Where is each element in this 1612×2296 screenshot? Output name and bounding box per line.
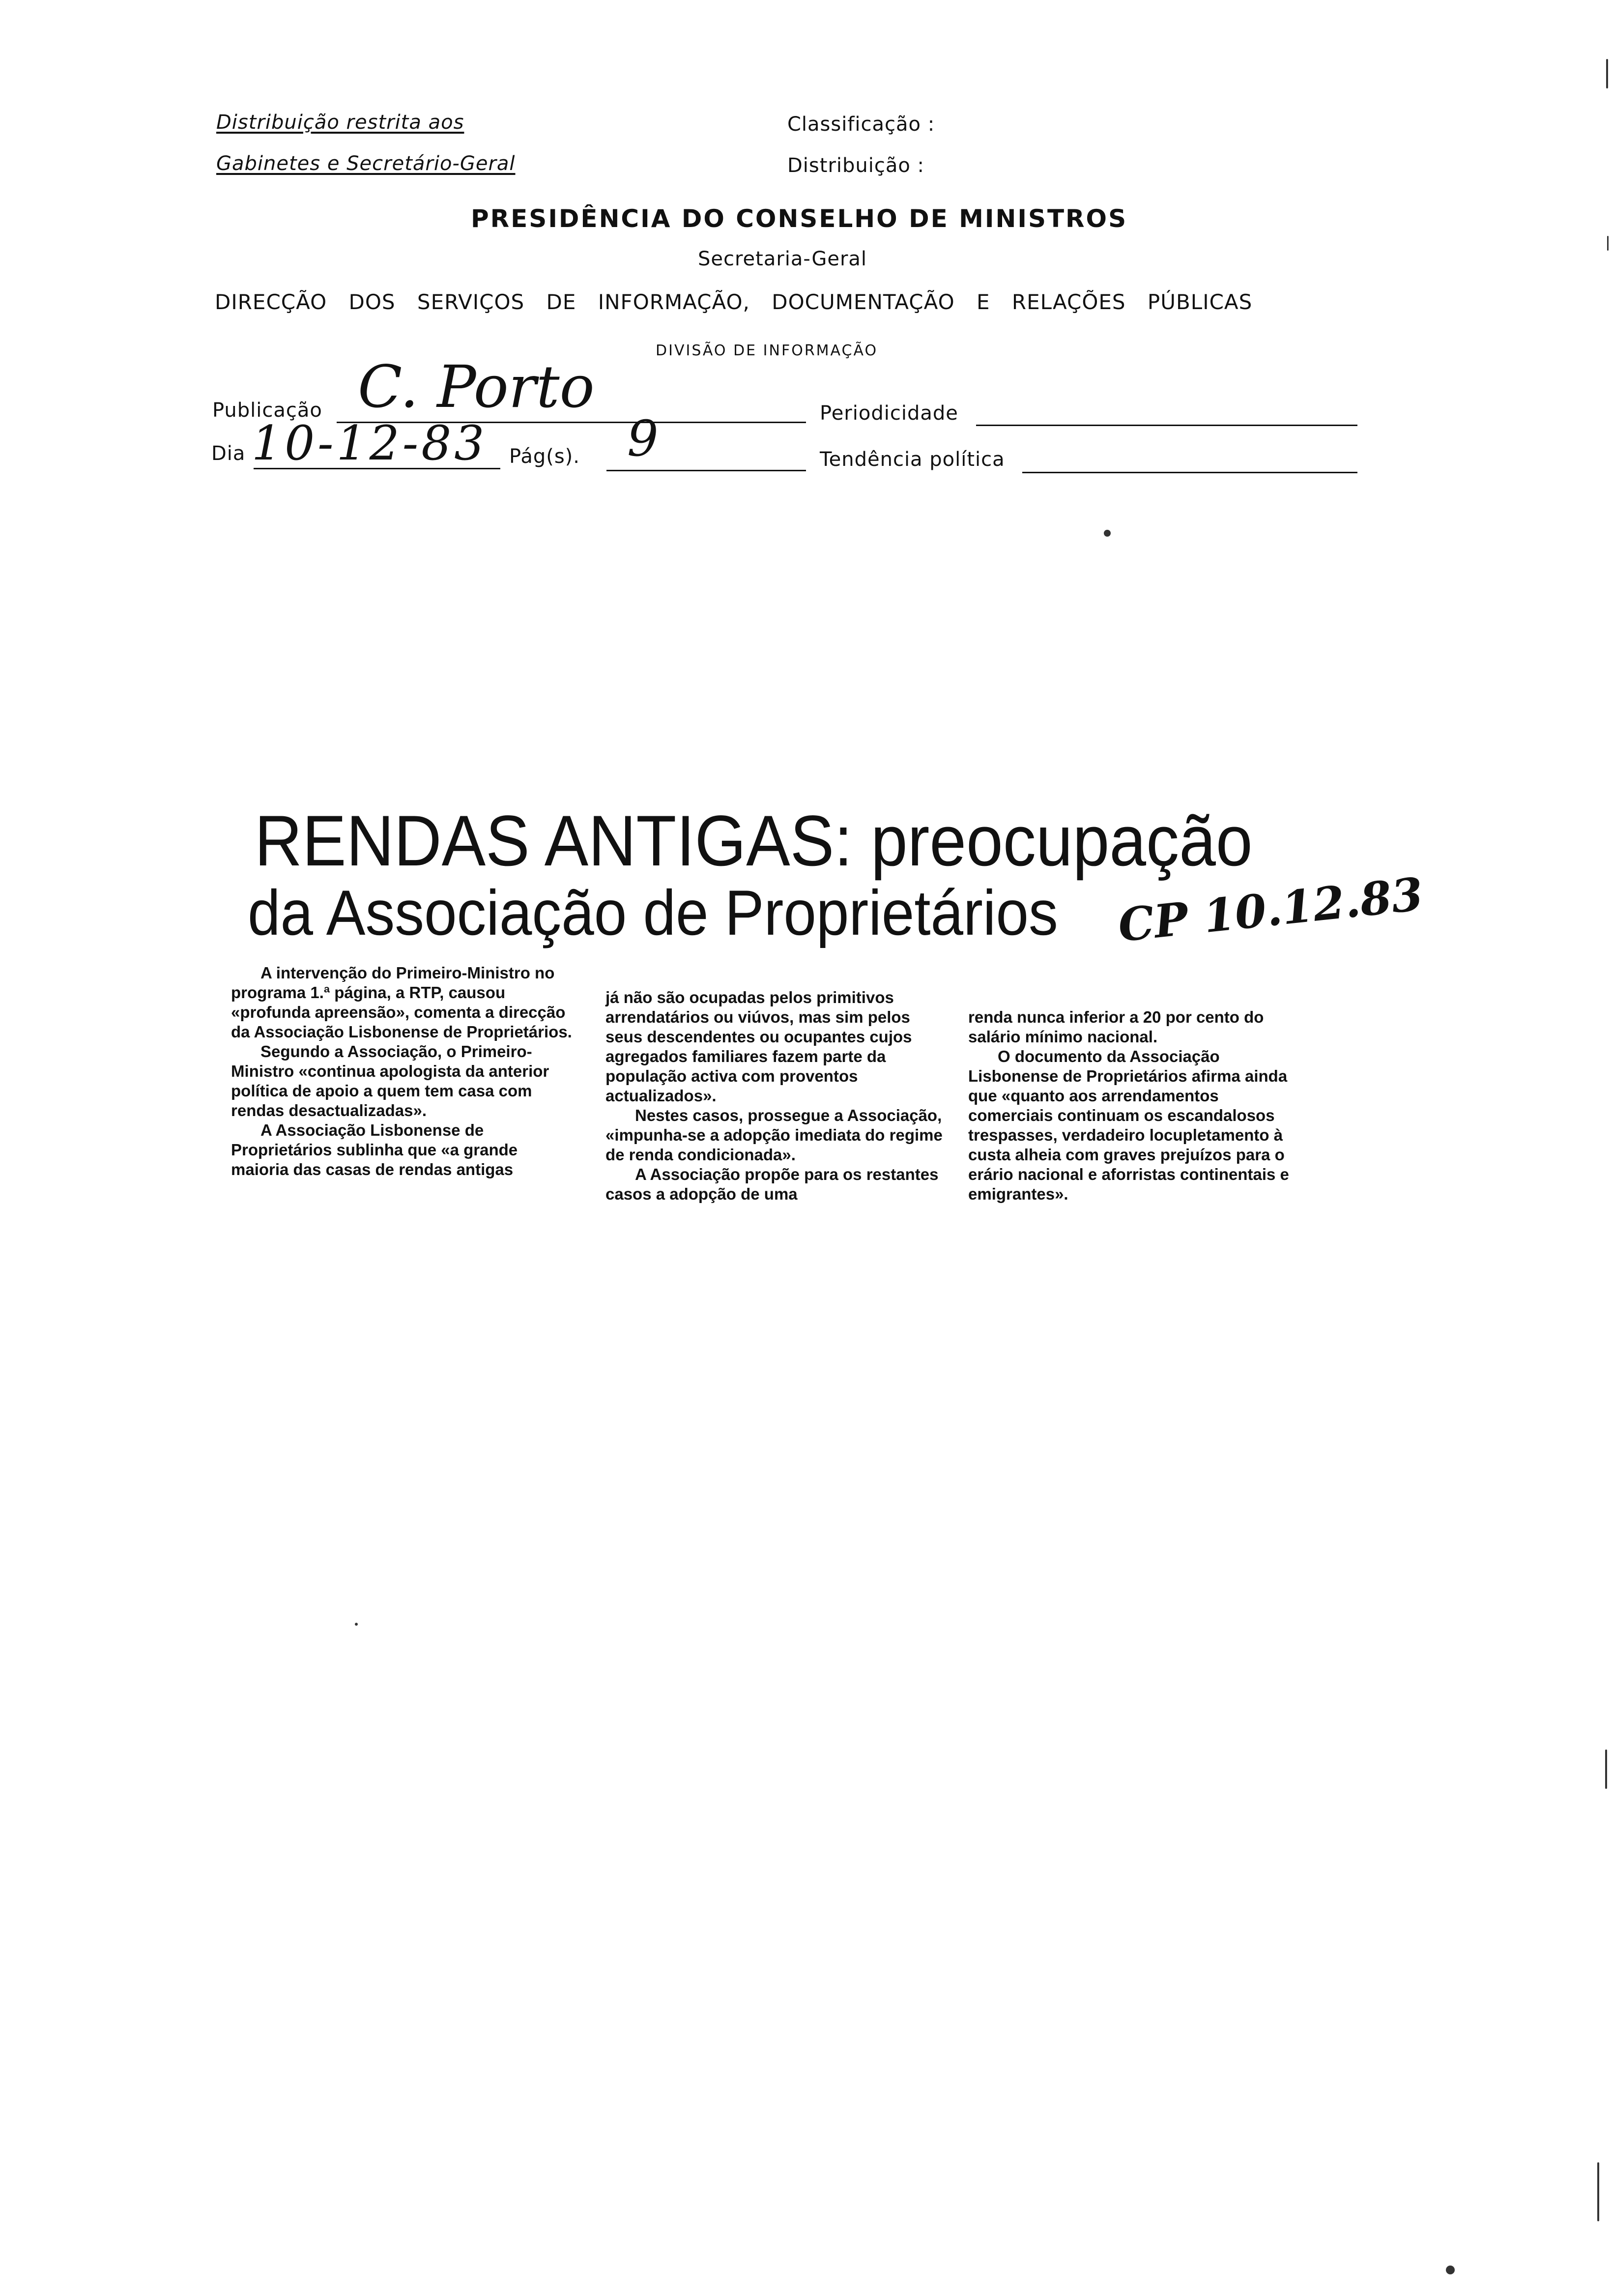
division-line: DIVISÃO DE INFORMAÇÃO — [656, 342, 878, 359]
col1-paragraph: A Associação Lisbonense de Proprietários sublinha que «a grande maioria das casas de rendas antigas — [231, 1121, 518, 1178]
scan-speck — [1446, 2266, 1455, 2274]
clipping-headline-line1: RENDAS ANTIGAS: preocupação — [255, 801, 1253, 881]
col3-paragraph: O documento da Associação Lisbonense de Proprietários afirma ainda que «quanto aos arrendamentos comerciais continuam os escandalosos trespasses, verdadeiro locupletamento à custa alheia com graves prejuízos para o erário nacional e aforristas continentais e emigrantes». — [968, 1047, 1289, 1203]
col2-paragraph: A Associação propõe para os restantes casos a adopção de uma — [605, 1165, 939, 1203]
scan-speck — [1605, 1750, 1607, 1789]
clipping-column-1 — [231, 963, 575, 1179]
page-subtitle: Secretaria-Geral — [698, 248, 867, 270]
scan-speck — [1606, 59, 1608, 88]
pages-value: 9 — [627, 410, 659, 467]
distribution-note-line1: Distribuição restrita aos — [216, 111, 464, 134]
distribution-label: Distribuição : — [787, 154, 925, 177]
political-tendency-label: Tendência política — [820, 448, 1005, 471]
clipping-column-2 — [605, 988, 945, 1204]
periodicity-field-line — [976, 425, 1357, 426]
col3-paragraph: renda nunca inferior a 20 por cento do salário mínimo nacional. — [968, 1008, 1264, 1046]
col2-paragraph: já não são ocupadas pelos primitivos arrendatários ou viúvos, mas sim pelos seus descendentes ou ocupantes cujos agregados familiares fazem parte da população activa com proventos actualizados». — [605, 988, 912, 1105]
col1-paragraph: Segundo a Associação, o Primeiro-Ministro «continua apologista da anterior política de apoio a quem tem casa com rendas desactualizadas». — [231, 1042, 549, 1119]
page-title: PRESIDÊNCIA DO CONSELHO DE MINISTROS — [471, 204, 1128, 233]
scan-speck — [1104, 530, 1111, 537]
clipping-column-3 — [968, 1007, 1302, 1204]
pages-field-line — [606, 470, 806, 471]
political-tendency-field-line — [1022, 472, 1357, 473]
handwritten-annotation: CP 10.12.83 — [1116, 867, 1426, 952]
col1-paragraph: A intervenção do Primeiro-Ministro no programa 1.ª página, a RTP, causou «profunda apreensão», comenta a direcção da Associação Lisbonense de Proprietários. — [231, 964, 572, 1041]
col2-paragraph: Nestes casos, prossegue a Associação, «impunha-se a adopção imediata do regime de renda condicionada». — [605, 1106, 943, 1164]
clipping-headline-line2: da Associação de Proprietários — [248, 877, 1058, 948]
publication-label: Publicação — [212, 399, 322, 422]
scan-speck — [355, 1623, 358, 1626]
day-label: Dia — [211, 442, 246, 465]
publication-value: C. Porto — [358, 353, 595, 421]
distribution-note-line2: Gabinetes e Secretário-Geral — [216, 152, 516, 175]
directorate-line: DIRECÇÃO DOS SERVIÇOS DE INFORMAÇÃO, DOCUMENTAÇÃO E RELAÇÕES PÚBLICAS — [215, 290, 1253, 314]
scan-speck — [1597, 2162, 1599, 2221]
pages-label: Pág(s). — [509, 445, 580, 468]
day-value: 10-12-83 — [252, 416, 488, 471]
scan-speck — [1607, 236, 1609, 251]
classification-label: Classificação : — [787, 113, 935, 136]
periodicity-label: Periodicidade — [820, 402, 958, 425]
